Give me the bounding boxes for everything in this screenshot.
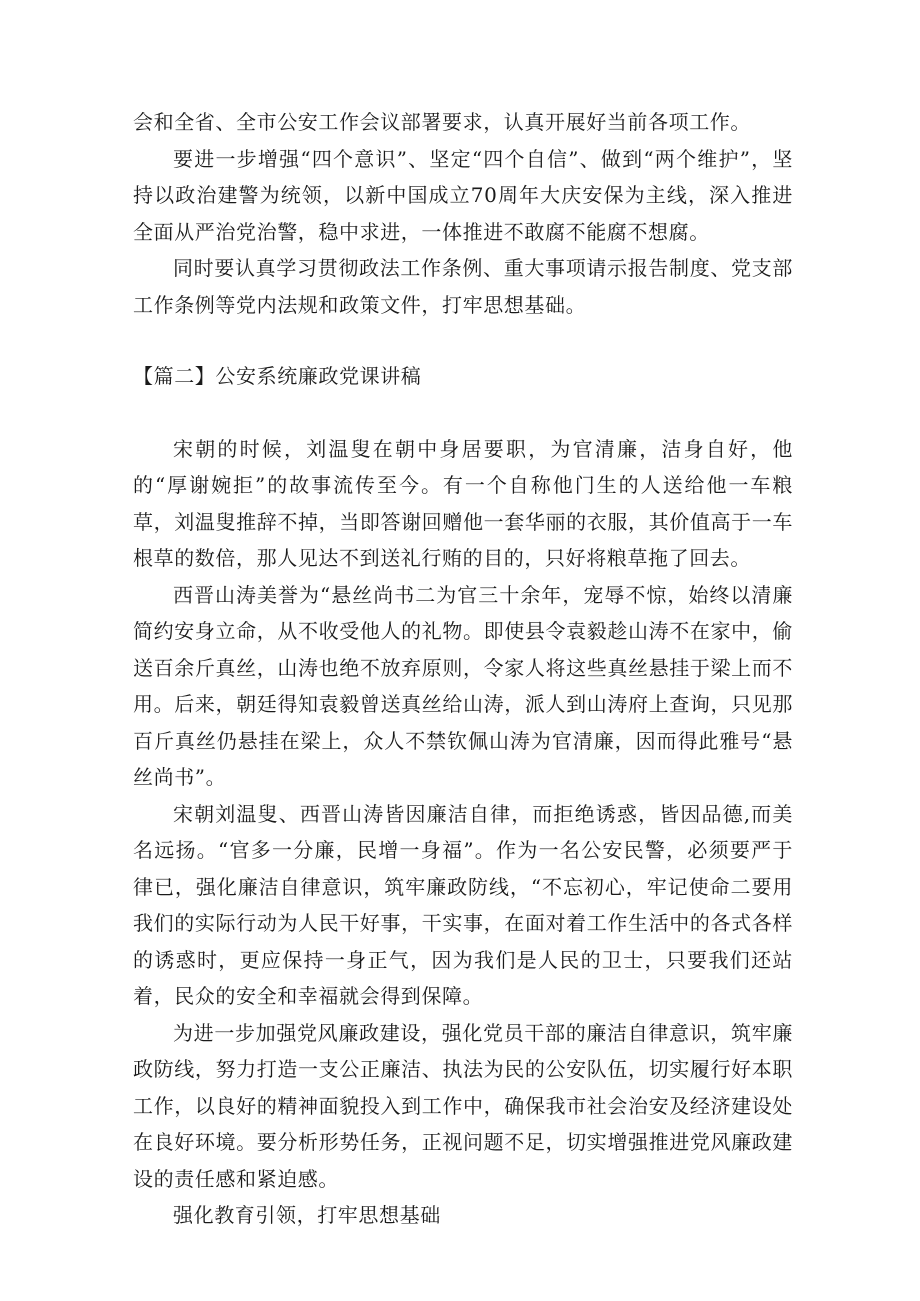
paragraph-continued: 会和全省、全市公安工作会议部署要求，认真开展好当前各项工作。 xyxy=(133,110,751,134)
paragraph: 为进一步加强党风廉政建设，强化党员干部的廉洁自律意识，筑牢廉政防线，努力打造一支公正廉洁、执法为民的公安队伍，切实履行好本职工作，以良好的精神面貌投入到工作中，确保我市社会治安及经济建设处在良好环境。要分析形势任务，正视问题不足，切实增强推进党风廉政建设的责任感和紧迫感。 xyxy=(133,1020,793,1191)
section-spacer xyxy=(133,395,793,431)
paragraph: 要进一步增强“四个意识”、坚定“四个自信”、做到“两个维护”，坚持以政治建警为统领，以新中国成立70周年大庆安保为主线，深入推进全面从严治党治警，稳中求进，一体推进不敢腐不能腐不想腐。 xyxy=(133,146,793,244)
paragraph: 西晋山涛美誉为“悬丝尚书二为官三十余年，宠辱不惊，始终以清廉简约安身立命，从不收受他人的礼物。即使县令袁毅趁山涛不在家中，偷送百余斤真丝，山涛也绝不放弃原则，令家人将这些真丝悬挂于梁上而不用。后来，朝廷得知袁毅曾送真丝给山涛，派人到山涛府上查询，只见那百斤真丝仍悬挂在梁上，众人不禁钦佩山涛为官清廉，因而得此雅号“悬丝尚书”。 xyxy=(133,582,793,789)
paragraph: 宋朝的时候，刘温叟在朝中身居要职，为官清廉，洁身自好，他的“厚谢婉拒”的故事流传至今。有一个自称他门生的人送给他一车粮草，刘温叟推辞不掉，当即答谢回赠他一套华丽的衣服，其价值高于一车根草的数倍，那人见达不到送礼行贿的目的，只好将粮草拖了回去。 xyxy=(133,436,793,570)
document-body xyxy=(133,104,793,1234)
subheading-paragraph: 强化教育引领，打牢思想基础 xyxy=(173,1203,441,1227)
paragraph: 宋朝刘温叟、西晋山涛皆因廉洁自律，而拒绝诱惑，皆因品德,而美名远扬。“官多一分廉，民增一身福”。作为一名公安民警，必须要严于律已，强化廉洁自律意识，筑牢廉政防线，“不忘初心，牢记使命二要用我们的实际行动为人民干好事，干实事，在面对着工作生活中的各式各样的诱惑时，更应保持一身正气，因为我们是人民的卫士，只要我们还站着，民众的安全和幸福就会得到保障。 xyxy=(133,801,793,1008)
section-title: 【篇二】公安系统廉政党课讲稿 xyxy=(133,364,422,388)
paragraph: 同时要认真学习贯彻政法工作条例、重大事项请示报告制度、党支部工作条例等党内法规和政策文件，打牢思想基础。 xyxy=(133,256,793,317)
